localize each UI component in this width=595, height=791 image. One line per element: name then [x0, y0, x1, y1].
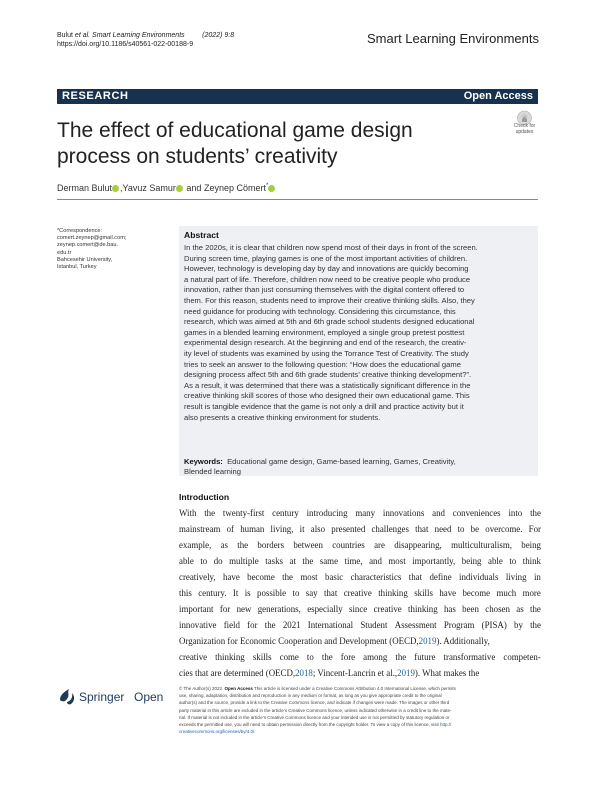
header-divider — [57, 199, 538, 200]
citation-link[interactable]: 2019 — [397, 667, 415, 678]
open-access-label: Open Access — [463, 90, 533, 102]
correspondence-email-1[interactable]: comert.zeynep@gmail.com; — [57, 235, 127, 242]
citation-journal: et al. Smart Learning Environments — [74, 32, 185, 39]
author-1[interactable]: Derman Bulut — [57, 183, 113, 193]
introduction-body: With the twenty-first century introducing many innovations and conveniences into the mainstream of human living, it also presented challenges that need to be overcome. For example, as the borders between countries are disappearing, multiculturalism, being able to do multiple tasks at the same time, and most importantly, being able to think creatively, have become the most basic characteristics that define individuals living in this century. It is possible to say that creative thinking skills have become much more important for new generations, especially since creative thinking has been chosen as the innovative field for the 2021 International Student Assessment Program (PISA) by the Organization for Economic Cooperation and Development (OECD, 2019 ). Additionally, creative thinking skills come to the fore among the future transformative competen- cies that are determined (OECD, 2018 ; Vincent-Lancrin et al., 2019 ). What makes the — [179, 506, 541, 681]
affiliation: Bahcesehir University, — [57, 256, 113, 263]
article-title — [57, 118, 477, 170]
corresponding-author-mark: * — [265, 183, 269, 189]
license-notice: © The Author(s) 2022. Open Access This article is licensed under a Creative Commons Attribution 4.0 International License, which permits use, sharing, adaptation, distribution and reproduction in any medium or format, as long as you give appropriate credit to the original author(s) and the source, provide a link to the Creative Commons licence, and indicate if changes were made. The images or other third party material in this article are included in the article’s Creative Commons licence, unless indicated otherwise in a credit line to the mate- rial. If material is not included in the article’s Creative Commons licence and your intended use is not permitted by statutory regulation or exceeds the permitted use, you will need to obtain permission directly from the copyright holder. To view a copy of this licence, visit http:// creativecommons.org/licenses/by/4.0/. — [179, 686, 456, 735]
abstract-heading: Abstract — [184, 230, 219, 240]
correspondence-email-2[interactable]: zeynep.comert@de.bau. — [57, 242, 119, 249]
keywords-label: Keywords: — [184, 457, 223, 466]
journal-name: Smart Learning Environments — [367, 31, 539, 46]
keywords: Keywords: Educational game design, Game-based learning, Games, Creativity, Blended learning — [184, 457, 456, 477]
title-line-1: The effect of educational game design — [57, 119, 413, 142]
citation-header — [57, 31, 234, 49]
citation-year: (2022) 9:8 — [202, 32, 235, 39]
citation-link[interactable]: 2019 — [418, 635, 437, 646]
abstract-text: In the 2020s, it is clear that children now spend most of their days in front of the screen. During screen time, playing games is one of the most important activities of children. However, technology is developing day by day and innovations are quickly becoming a natural part of life. Therefore, children now need to be creative people who produce innovation, rather than just consuming themselves with the digital content offered to them. For this reason, students need to improve their creative thinking skills. Also, they need guidance for producing with technology. Considering this circumstance, this research, which was aimed at 5th and 6th grade school students designed educational games in a blended learning environment, employed a single group pretest posttest experimental design research. At the beginning and end of the research, the creativ- ity level of students was examined by using the Torrance Test of Creativity. The study tries to seek an answer to the following question: “How does the educational game designing process affect 5th and 6th grade students’ creative thinking development?”. As a result, it was determined that there was a statistically significant difference in the creative thinking skill scores of those who designed their own educational game. This result is tangible evidence that the game is not only a drill and practice activity but it also presents a creative thinking environment for students. — [184, 243, 478, 422]
springer-open-logo — [57, 685, 177, 707]
abstract-box — [179, 226, 538, 476]
orcid-icon[interactable] — [176, 185, 183, 192]
logo-word-open: Open — [134, 690, 164, 704]
title-line-2: process on students’ creativity — [57, 145, 338, 168]
license-link[interactable]: creativecommons.org/licenses/by/4.0/ — [179, 729, 255, 735]
license-link-start[interactable]: http:// — [440, 722, 452, 728]
orcid-icon[interactable] — [265, 183, 275, 192]
author-3[interactable]: Zeynep Cömert — [203, 183, 266, 193]
author-list: Derman Bulut ,Yavuz Samur and Zeynep Cömert* — [57, 183, 276, 193]
introduction-heading: Introduction — [179, 492, 230, 502]
author-2[interactable]: Yavuz Samur — [122, 183, 176, 193]
open-access-bold: Open Access — [224, 686, 253, 691]
section-label: RESEARCH — [62, 90, 129, 102]
article-type-banner — [57, 89, 538, 104]
doi-link[interactable]: https://doi.org/10.1186/s40561-022-00188-9 — [57, 41, 194, 48]
correspondence-info: *Correspondence: comert.zeynep@gmail.com; zeynep.comert@de.bau. edu.tr Bahcesehir University, Istanbul, Turkey — [57, 228, 167, 271]
orcid-icon[interactable] — [112, 185, 119, 192]
check-for-updates-label: Check for updates — [513, 123, 536, 135]
citation-author: Bulut — [57, 32, 73, 39]
logo-word-springer: Springer — [79, 690, 125, 704]
citation-link[interactable]: 2018 — [295, 667, 313, 678]
